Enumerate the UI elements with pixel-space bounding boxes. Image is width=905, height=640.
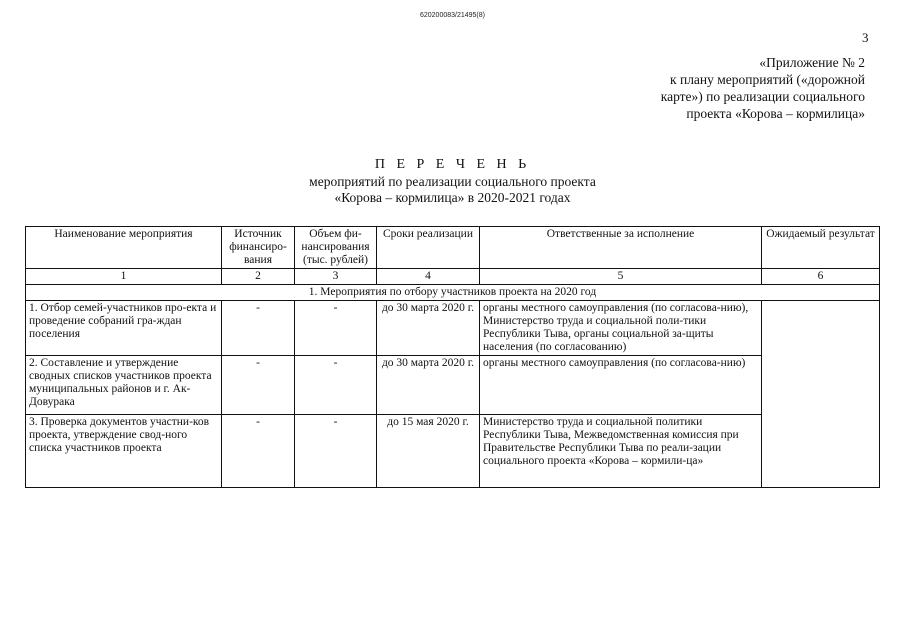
deadline: до 30 марта 2020 г.	[377, 356, 480, 415]
activity-name: 3. Проверка документов участни-ков проекта, утверждение свод-ного списка участников проекта	[26, 415, 222, 488]
document-subtitle-line: «Корова – кормилица» в 2020-2021 годах	[334, 190, 571, 205]
appendix-line: проекта «Корова – кормилица»	[686, 106, 865, 121]
column-number: 1	[26, 269, 222, 285]
column-number: 2	[222, 269, 295, 285]
activity-name: 1. Отбор семей-участников про-екта и проведение собраний гра-ждан поселения	[26, 301, 222, 356]
column-header-result: Ожидаемый результат	[762, 227, 880, 269]
responsible: органы местного самоуправления (по согласова-нию), Министерство труда и социальной поли-тики Республики Тыва, органы социальной за-щиты населения (по согласованию)	[480, 301, 762, 356]
column-number: 3	[295, 269, 377, 285]
document-id: 620200083/21495(8)	[419, 12, 485, 19]
section-row	[26, 285, 880, 301]
funding-source: -	[222, 415, 295, 488]
table-row	[26, 301, 880, 356]
column-header-name: Наименование мероприятия	[26, 227, 222, 269]
table-row	[26, 415, 880, 488]
activities-table	[25, 226, 880, 488]
page-number: 3	[862, 30, 869, 45]
column-number: 4	[377, 269, 480, 285]
funding-source: -	[222, 356, 295, 415]
section-title: 1. Мероприятия по отбору участников проекта на 2020 год	[26, 285, 880, 301]
column-number: 5	[480, 269, 762, 285]
column-header-deadline: Сроки реализации	[377, 227, 480, 269]
deadline: до 30 марта 2020 г.	[377, 301, 480, 356]
activity-name: 2. Составление и утверждение сводных списков участников проекта муниципальных районов и г. Ак-Довурака	[26, 356, 222, 415]
appendix-line: к плану мероприятий («дорожной	[670, 72, 865, 87]
funding-amount: -	[295, 301, 377, 356]
funding-source: -	[222, 301, 295, 356]
document-subtitle-line: мероприятий по реализации социального проекта	[309, 174, 596, 189]
table-header-row	[26, 227, 880, 269]
funding-amount: -	[295, 356, 377, 415]
responsible: Министерство труда и социальной политики Республики Тыва, Межведомственная комиссия при Правительстве Республики Тыва по реали-зации социального проекта «Корова – кормили-ца»	[480, 415, 762, 488]
appendix-header	[560, 54, 865, 122]
responsible: органы местного самоуправления (по согласова-нию)	[480, 356, 762, 415]
document-title: П Е Р Е Ч Е Н Ь	[374, 157, 531, 172]
column-header-amount: Объем фи-нансирования (тыс. рублей)	[295, 227, 377, 269]
table-row	[26, 356, 880, 415]
deadline: до 15 мая 2020 г.	[377, 415, 480, 488]
column-number: 6	[762, 269, 880, 285]
column-number-row	[26, 269, 880, 285]
appendix-line: карте») по реализации социального	[660, 89, 865, 104]
document-title-block	[0, 156, 905, 206]
expected-result	[762, 301, 880, 488]
funding-amount: -	[295, 415, 377, 488]
column-header-responsible: Ответственные за исполнение	[480, 227, 762, 269]
column-header-source: Источник финансиро-вания	[222, 227, 295, 269]
appendix-line: «Приложение № 2	[759, 55, 865, 70]
